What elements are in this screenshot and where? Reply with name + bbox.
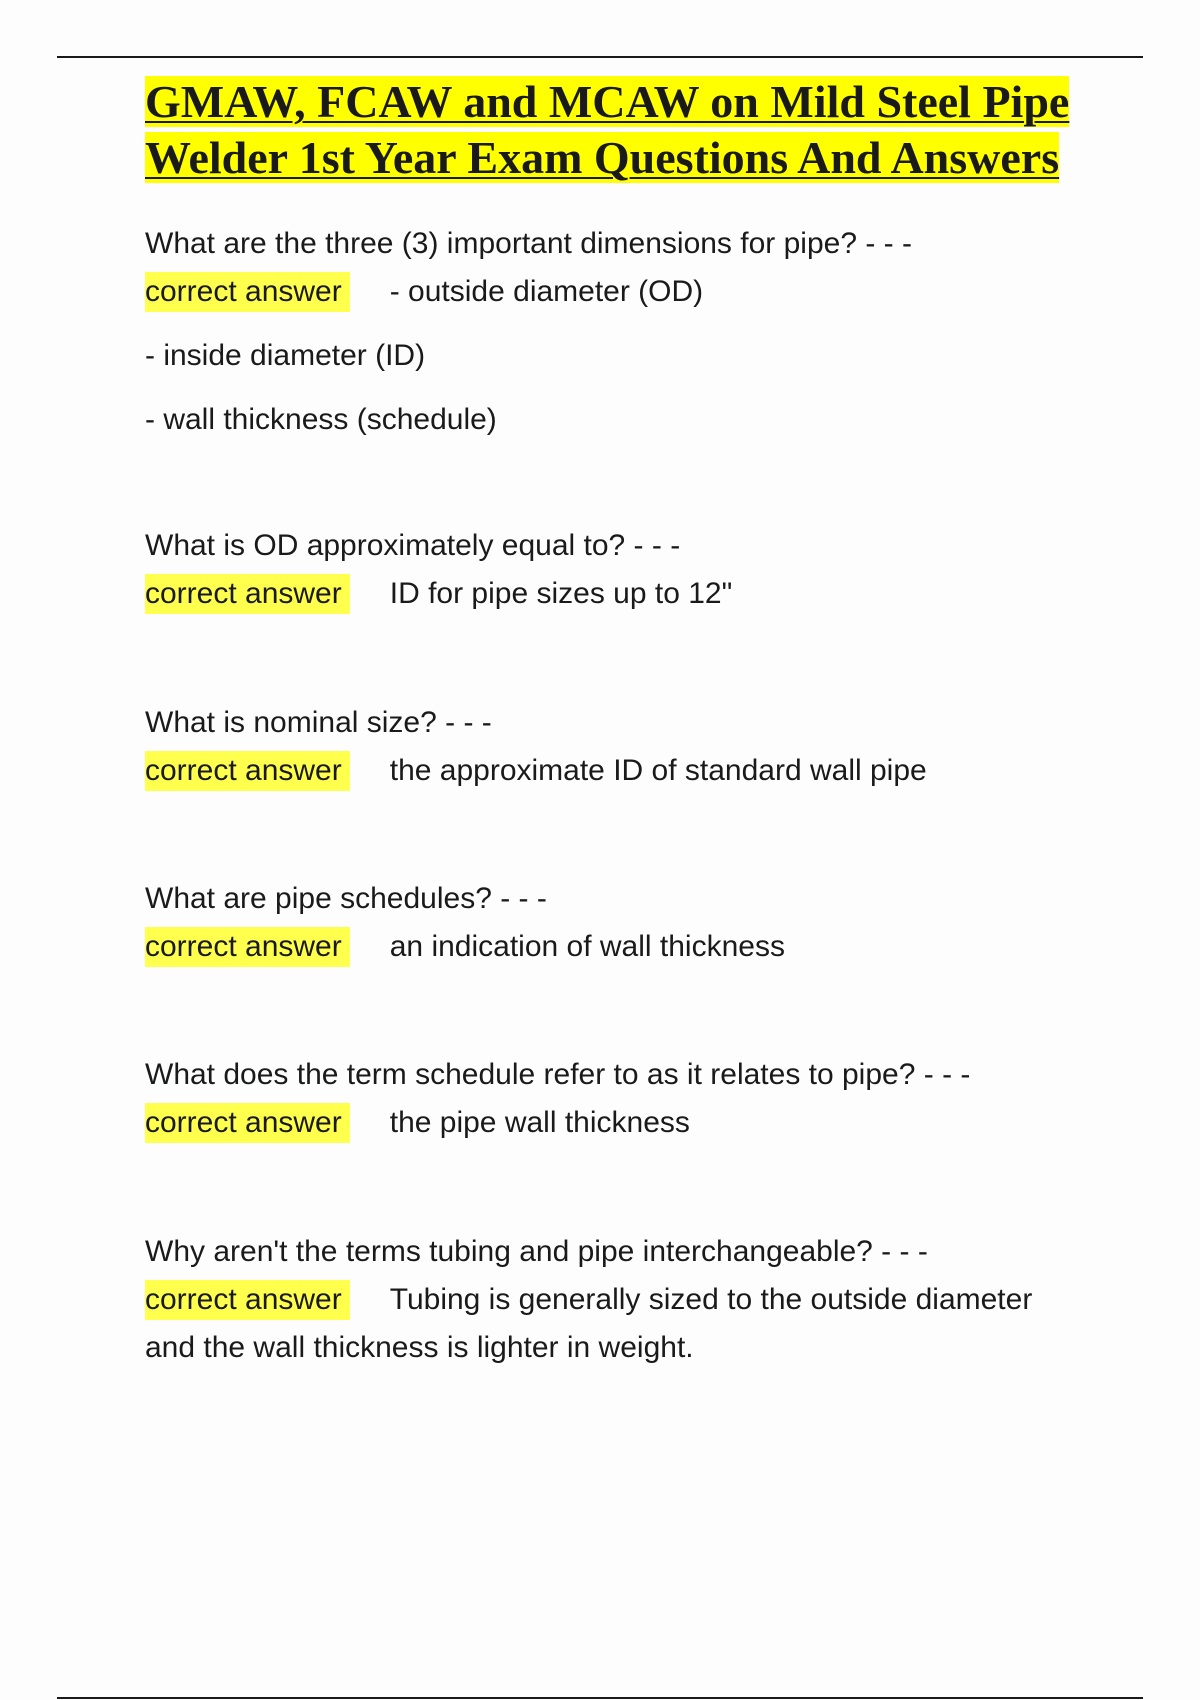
- answer-line: [145, 268, 1085, 316]
- question-text: What is OD approximately equal to? - - -: [145, 529, 681, 562]
- answer-text: - outside diameter (OD): [389, 275, 704, 308]
- qa-item-6: [145, 1228, 1085, 1372]
- qa-item-1: [145, 220, 1085, 444]
- correct-answer-label: correct answer: [145, 751, 350, 791]
- answer-text: ID for pipe sizes up to 12": [389, 577, 733, 610]
- answer-line: [145, 923, 1085, 971]
- answer-text: the approximate ID of standard wall pipe: [389, 754, 927, 787]
- question-text: What are the three (3) important dimensions for pipe? - - -: [145, 227, 912, 260]
- document-title: GMAW, FCAW and MCAW on Mild Steel Pipe Welder 1st Year Exam Questions And Answers: [145, 76, 1070, 183]
- answer-text: the pipe wall thickness: [389, 1106, 690, 1139]
- question-text: What is nominal size? - - -: [145, 706, 492, 739]
- answer-line: [145, 570, 1085, 618]
- answer-line: [145, 1276, 1085, 1372]
- top-rule: [57, 56, 1143, 58]
- answer-extra-line: - wall thickness (schedule): [145, 403, 497, 436]
- question-text: Why aren't the terms tubing and pipe interchangeable? - - -: [145, 1235, 928, 1268]
- correct-answer-label: correct answer: [145, 1280, 350, 1320]
- correct-answer-label: correct answer: [145, 272, 350, 312]
- question-text: What does the term schedule refer to as it relates to pipe? - - -: [145, 1058, 971, 1091]
- answer-text: an indication of wall thickness: [389, 930, 785, 963]
- answer-text: Tubing is generally sized to the outside diameter and the wall thickness is lighter in weight.: [145, 1283, 1033, 1364]
- answer-line: [145, 1099, 1085, 1147]
- qa-item-5: [145, 1051, 1085, 1147]
- bottom-rule: [57, 1697, 1143, 1699]
- qa-item-3: [145, 699, 1085, 795]
- answer-line: [145, 747, 1085, 795]
- correct-answer-label: correct answer: [145, 1103, 350, 1143]
- qa-item-2: [145, 522, 1085, 618]
- document-body: [145, 74, 1085, 1372]
- correct-answer-label: correct answer: [145, 574, 350, 614]
- qa-item-4: [145, 875, 1085, 971]
- question-text: What are pipe schedules? - - -: [145, 882, 547, 915]
- answer-extra-line: - inside diameter (ID): [145, 339, 426, 372]
- correct-answer-label: correct answer: [145, 927, 350, 967]
